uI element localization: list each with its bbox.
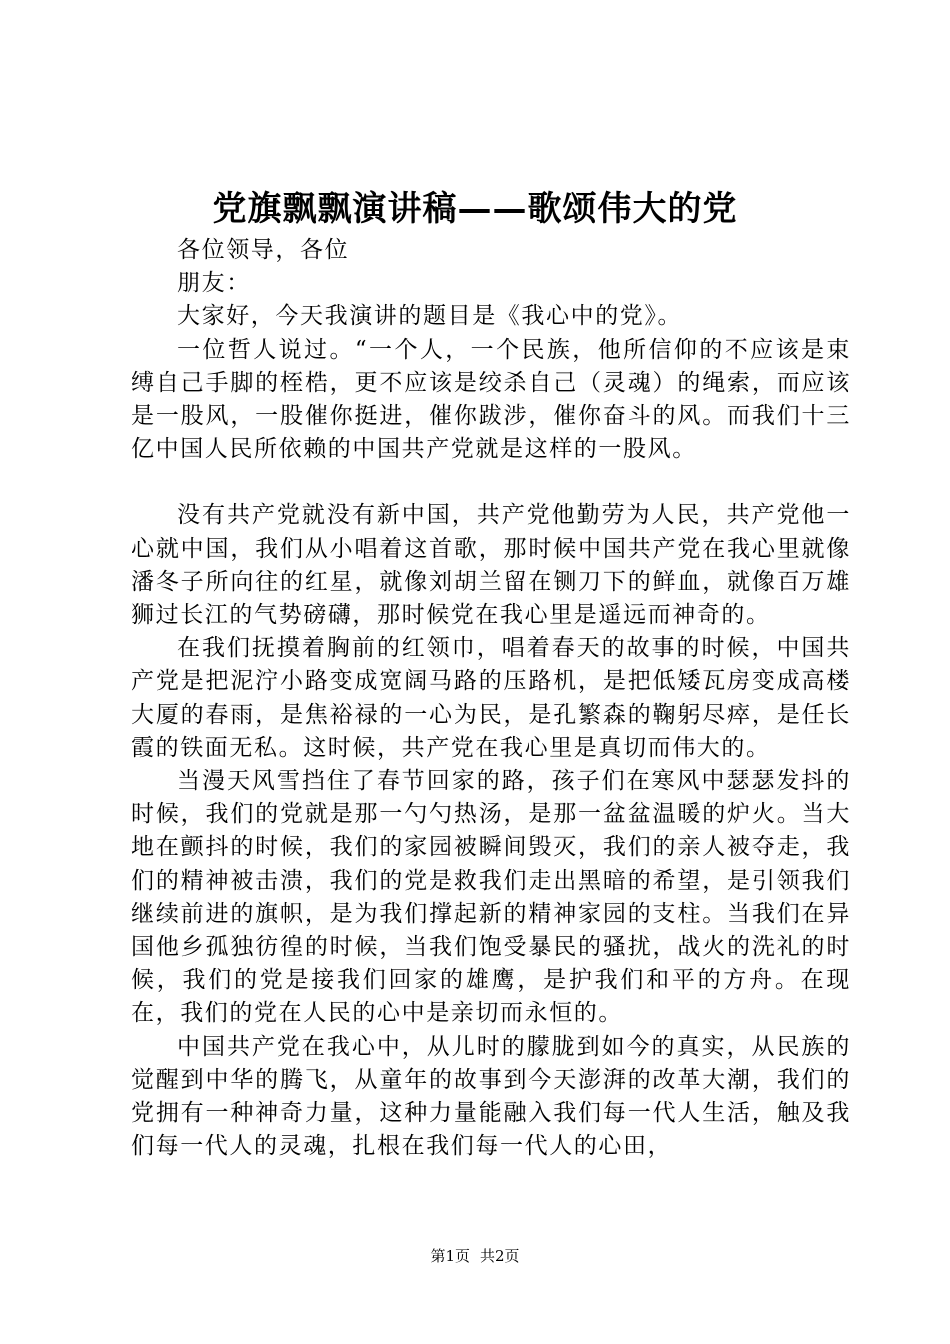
document-body (131, 234, 851, 1163)
paragraph: 在我们抚摸着胸前的红领巾，唱着春天的故事的时候，中国共产党是把泥泞小路变成宽阔马路的压路机，是把低矮瓦房变成高楼大厦的春雨，是焦裕禄的一心为民，是孔繁森的鞠躬尽瘁，是任长霞的铁面无私。这时候，共产党在我心里是真切而伟大的。 (131, 635, 851, 761)
page-footer (0, 1246, 950, 1266)
paragraph: 大家好，今天我演讲的题目是《我心中的党》。 (177, 303, 683, 330)
paragraph-spacer (131, 466, 851, 499)
salutation-line: 各位领导，各位 (177, 237, 350, 263)
page-number: 第1页 (430, 1247, 470, 1265)
salutation-line: 朋友： (177, 270, 251, 297)
paragraph: 一位哲人说过。“一个人，一个民族，他所信仰的不应该是束缚自己手脚的桎梏，更不应该是绞杀自己（灵魂）的绳索，而应该是一股风，一股催你挺进，催你跋涉，催你奋斗的风。而我们十三亿中国人民所依赖的中国共产党就是这样的一股风。 (131, 336, 851, 463)
paragraph: 没有共产党就没有新中国，共产党他勤劳为人民，共产党他一心就中国，我们从小唱着这首歌，那时候中国共产党在我心里就像潘冬子所向往的红星，就像刘胡兰留在铡刀下的鲜血，就像百万雄狮过长江的气势磅礴，那时候党在我心里是遥远而神奇的。 (131, 502, 851, 629)
paragraph: 中国共产党在我心中，从儿时的朦胧到如今的真实，从民族的觉醒到中华的腾飞，从童年的故事到今天澎湃的改革大潮，我们的党拥有一种神奇力量，这种力量能融入我们每一代人生活，触及我们每一代人的灵魂，扎根在我们每一代人的心田， (131, 1033, 851, 1160)
paragraph: 当漫天风雪挡住了春节回家的路，孩子们在寒风中瑟瑟发抖的时候，我们的党就是那一勺勺热汤，是那一盆盆温暖的炉火。当大地在颤抖的时候，我们的家园被瞬间毁灭，我们的亲人被夺走，我们的精神被击溃，我们的党是救我们走出黑暗的希望，是引领我们继续前进的旗帜，是为我们撑起新的精神家园的支柱。当我们在异国他乡孤独彷徨的时候，当我们饱受暴民的骚扰，战火的洗礼的时候，我们的党是接我们回家的雄鹰，是护我们和平的方舟。在现在，我们的党在人民的心中是亲切而永恒的。 (131, 768, 851, 1027)
page-total: 共2页 (480, 1247, 520, 1265)
document-title: 党旗飘飘演讲稿——歌颂伟大的党 (212, 189, 738, 229)
